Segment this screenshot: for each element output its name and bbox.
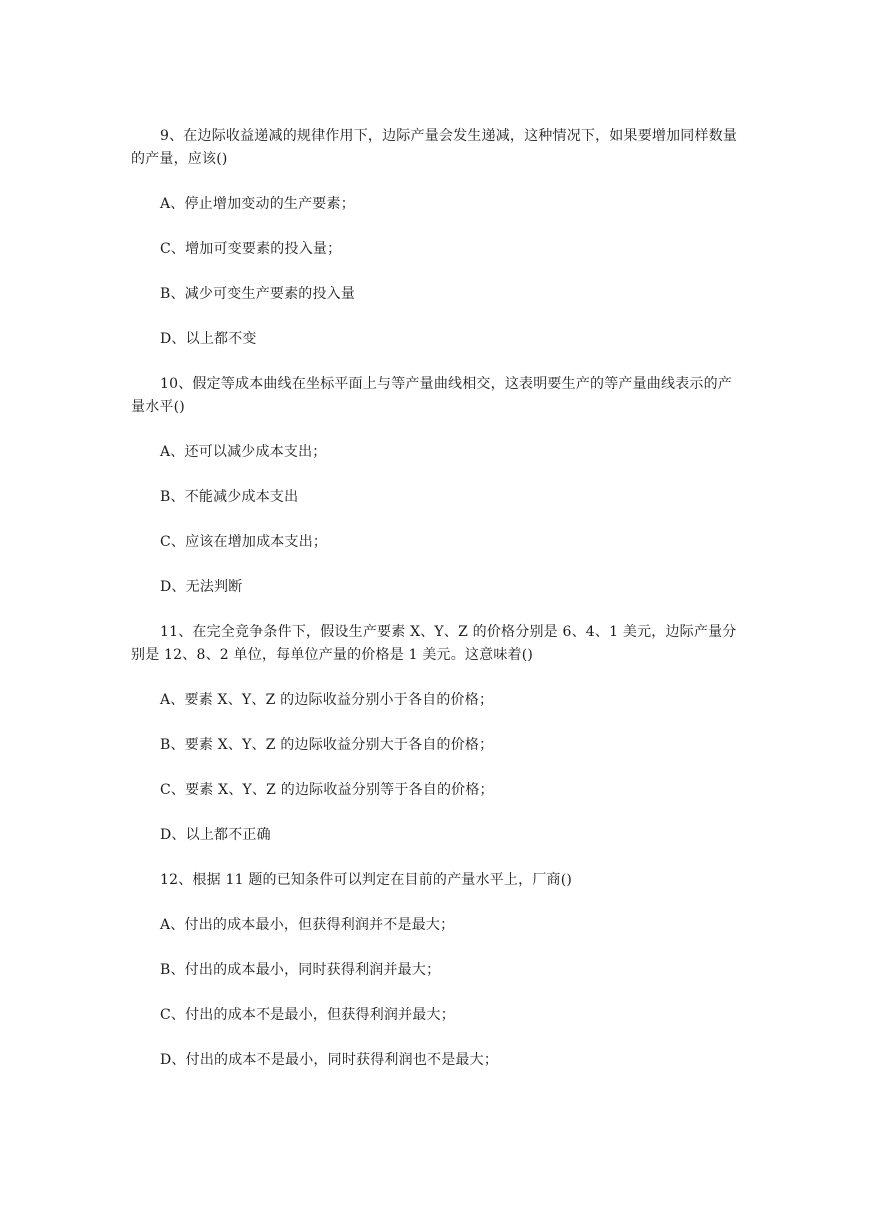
option-d: D、以上都不变	[160, 331, 257, 347]
question-text: 10、假定等成本曲线在坐标平面上与等产量曲线相交，这表明要生产的等产量曲线表示的产量水平()	[131, 376, 733, 415]
question-text: 11、在完全竞争条件下，假设生产要素 X、Y、Z 的价格分别是 6、4、1 美元，边际产量分别是 12、8、2 单位，每单位产量的价格是 1 美元。这意味着()	[131, 624, 737, 663]
option-d: D、无法判断	[160, 579, 243, 595]
question-list	[131, 125, 743, 1094]
option-a: A、还可以减少成本支出；	[160, 444, 327, 460]
question-12	[131, 869, 743, 1072]
question-text: 12、根据 11 题的已知条件可以判定在目前的产量水平上，厂商()	[160, 872, 573, 888]
question-10	[131, 373, 743, 599]
option-c: C、付出的成本不是最小，但获得利润并最大；	[160, 1007, 455, 1023]
option-b: B、付出的成本最小，同时获得利润并最大；	[160, 962, 441, 978]
option-a: A、要素 X、Y、Z 的边际收益分别小于各自的价格；	[160, 692, 494, 708]
option-b: B、不能减少成本支出	[160, 489, 299, 505]
option-a: A、停止增加变动的生产要素；	[160, 196, 355, 212]
question-9	[131, 125, 743, 351]
option-c: C、要素 X、Y、Z 的边际收益分别等于各自的价格；	[160, 782, 494, 798]
option-c: C、增加可变要素的投入量；	[160, 241, 342, 257]
option-d: D、付出的成本不是最小，同时获得利润也不是最大；	[160, 1052, 499, 1068]
question-text: 9、在边际收益递减的规律作用下，边际产量会发生递减，这种情况下，如果要增加同样数量的产量，应该()	[131, 128, 738, 167]
option-c: C、应该在增加成本支出；	[160, 534, 328, 550]
option-a: A、付出的成本最小，但获得利润并不是最大；	[160, 917, 455, 933]
question-11	[131, 621, 743, 847]
option-b: B、减少可变生产要素的投入量	[160, 286, 356, 302]
option-b: B、要素 X、Y、Z 的边际收益分别大于各自的价格；	[160, 737, 494, 753]
option-d: D、以上都不正确	[160, 827, 271, 843]
